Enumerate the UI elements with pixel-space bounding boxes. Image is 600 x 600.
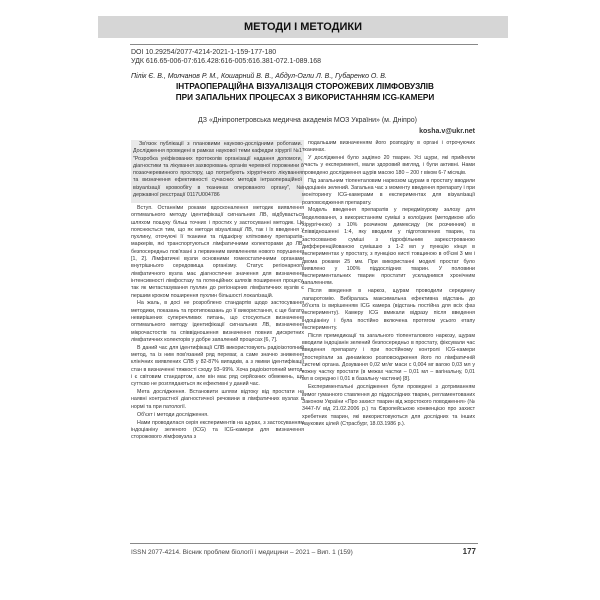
intro-paragraph: Вступ. Останніми роками вдосконалення методик виявлення оптимального методу ідентифікації сигнальних ЛВ, відбувається шляхом пошуку більш точних і простих у застосуванні методик. Це пояснюється тим, що як методи візуалізації ЛВ, так і їх введення у пухлину, оточуючі її тканини та підшкірну клітковину препаратів-маркерів, які транспортуються лімфатичними колекторами до ЛВ, безпосередньо пов'язані з первинним виявленням нового порушення [1, 2]. Лімфатичні вузли основними гомеостатичними органами внутрішнього середовища організму. Статус регіонарного лімфатичного вузла має діагностичне значення для визначення інтенсивності лімфостазу та потенційних шляхів поширення процесу, так як метастазування пухлин до регіонарних лімфатичних вузлів є першим кроком поширення пухлин більшості локалізацій.	[131, 204, 304, 299]
page-number: 177	[462, 547, 476, 556]
experiment-paragraph: Нами проводилася серія експериментів на щурах, з застосуванням індоціаніну зеленого (ICG) та ICG-камери для визначення сторожового лімфовузла з	[131, 419, 304, 441]
research-link-box	[131, 140, 304, 203]
standards-paragraph: На жаль, в досі не розроблено стандартів щодо застосування методики, показань та протипоказань до її використання, є ще багато невирішених суперечливих питань, що стосуються визначення оптимального методу ідентифікації сигнальних ЛВ, визначення мікрочастостів та співвідношення визначення повних дискретних лімфатичних колекторів у добре запалений процесах [6, 7].	[131, 300, 304, 343]
header-divider	[130, 44, 478, 45]
aim-paragraph: Мета дослідження. Встановити шляхи відтоку від простати на наявні контрастної діагностичної речовини в лімфатичних вузлах в нормі та при патології.	[131, 389, 304, 410]
section-header	[98, 16, 508, 38]
animals-paragraph: У дослідженні було задіяно 20 тварин. Усі щури, які прийняли участь у експерименті, мали здоровий вигляд, і були активні. Нами проведено дослідження щурів масою 180 – 200 г віком 6-7 місяців.	[302, 155, 475, 176]
authors: Пілік Є. В., Молчанов Р. М., Кошарний В. В., Абдул-Огли Л. В., Губаренко О. В.	[131, 73, 387, 80]
journal-footer: ISSN 2077-4214. Вісник проблем біології і медицини – 2021 – Вип. 1 (159)	[131, 549, 353, 556]
affiliation: ДЗ «Дніпропетровська медична академія МОЗ України» (м. Дніпро)	[198, 117, 417, 124]
udc: УДК 616.65-006-07:616.428:616-005:616.381-072.1-089.168	[131, 58, 322, 65]
methods-heading: Об'єкт і методи дослідження.	[137, 411, 209, 418]
article-title-line2: ПРИ ЗАПАЛЬНИХ ПРОЦЕСАХ З ВИКОРИСТАННЯМ ICG-КАМЕРИ	[175, 93, 435, 102]
right-column	[302, 140, 475, 540]
model-paragraph: Модель введення препаратів у передміхурову залозу для моделювання, з використанням суміші з колоїдних (методикою або хірургічною) з 10% розчином димексиду (як розчинник) в співвідношенні 1:4, яку вводили у підготовлених тварин, та застосованою суміші з гідрофільним зареєстрованою дифференційованою сумішшю з 1-2 мл у пункцію кінця в експериментах у простату, з пункцією кисті товщиною в об'ємі 3 мм і двома роками 25 мм. При використанні моделі простат було виявлено у 100% піддослідних тварин. У половини експериментальних тварин простатит ускладнився хронічним запаленням.	[302, 207, 475, 287]
article-title-line1: ІНТРАОПЕРАЦІЙНА ВІЗУАЛІЗАЦІЯ СТОРОЖЕВИХ ЛІМФОВУЗЛІВ	[176, 82, 434, 91]
left-column	[131, 140, 304, 540]
author-email: kosha.v@ukr.net	[419, 128, 475, 135]
footer-divider	[130, 543, 478, 544]
doi: DOI 10.29254/2077-4214-2021-1-159-177-180	[131, 49, 277, 56]
methods-overview-paragraph: В даний час для ідентифікації СЛВ використовують радіоізотопний метод, та із ним пов'язаний ряд переваг, а саме значно зниження клінічних виявлених СЛВ у 82-87% випадків, а з якими ідентифікації стан в визначенні тяжкості сходу 93–99%. Хоча радіоізотопний метод, і є світовим стандартом, але він має ряд серйозних обмежень, що суттєво не розглядаються як ефективні у даний час.	[131, 344, 304, 388]
distribution-paragraph: подальшим визначенням його розподілу в органі і отрочуючих тканинах.	[302, 140, 475, 154]
laparotomy-paragraph: Після введення в наркоз, щурам проводили серединну лапаротомію. Вибіралась максимальна ефективна відстань до об'єкта із вирішенням ICG камера (відстань постійна для всіх фаз експерименту). Камеру ICG вмикали відразу після введення індоціаніну і була постійно включена протягом усього етапу експерименту.	[302, 288, 475, 331]
anesthesia-paragraph: Під загальним тіопенталовим наркозом щурам в простату вводили індоціанін зелений. Загальна час з моменту введення препарату і при моніторингу ICG-камерами в експериментах для візуалізації розповсюдження препарату.	[302, 177, 475, 206]
ethics-paragraph: Експериментальні дослідження були проведені з дотриманням вимог гуманного ставлення до піддослідних тварин, регламентованих Законом України «Про захист тварин від жорстокого поводження» (№ 3447-IV від 21.02.2006 р.) та Європейською конвенцією про захист хребетних тварин, які використовуються для дослідних та інших наукових цілей (Страсбург, 18.03.1986 р.).	[302, 384, 475, 427]
section-title: МЕТОДИ І МЕТОДИКИ	[244, 21, 362, 33]
injection-paragraph: Після премедикації та загального тіопенталового наркозу, щурам вводили індоціанін зелений безпосередньо в простату, фіксували час введення препарату і при постійному контролі ICG-камери спостерігали за динамікою розповсюдження його по лімфатичній системі органа. Дозування 0,02 мг/кг маси с 0,004 мг вагою 0,03 мл у кожну частку простати (в межах частки – 0,01 мл – вагінальну, 0,01 мл в середню і 0,01 в базальну частини) [8].	[302, 332, 475, 383]
research-link-text: Зв'язок публікації з плановими науково-дослідними роботами. Дослідження проведені в рамках наукової теми кафедри хірургії №1 "Розробка уніфікованих протоколів організації надання допомоги, діагностики та лікування захворювань органів черевної порожнини і позаочеревинного простору, що потребують хірургічного лікування та визначення ефективності сучасних методів інтраопераційної візуалізації кровообігу в тканинах оперованого органу", № державної реєстрації 0117U004786	[133, 141, 302, 199]
